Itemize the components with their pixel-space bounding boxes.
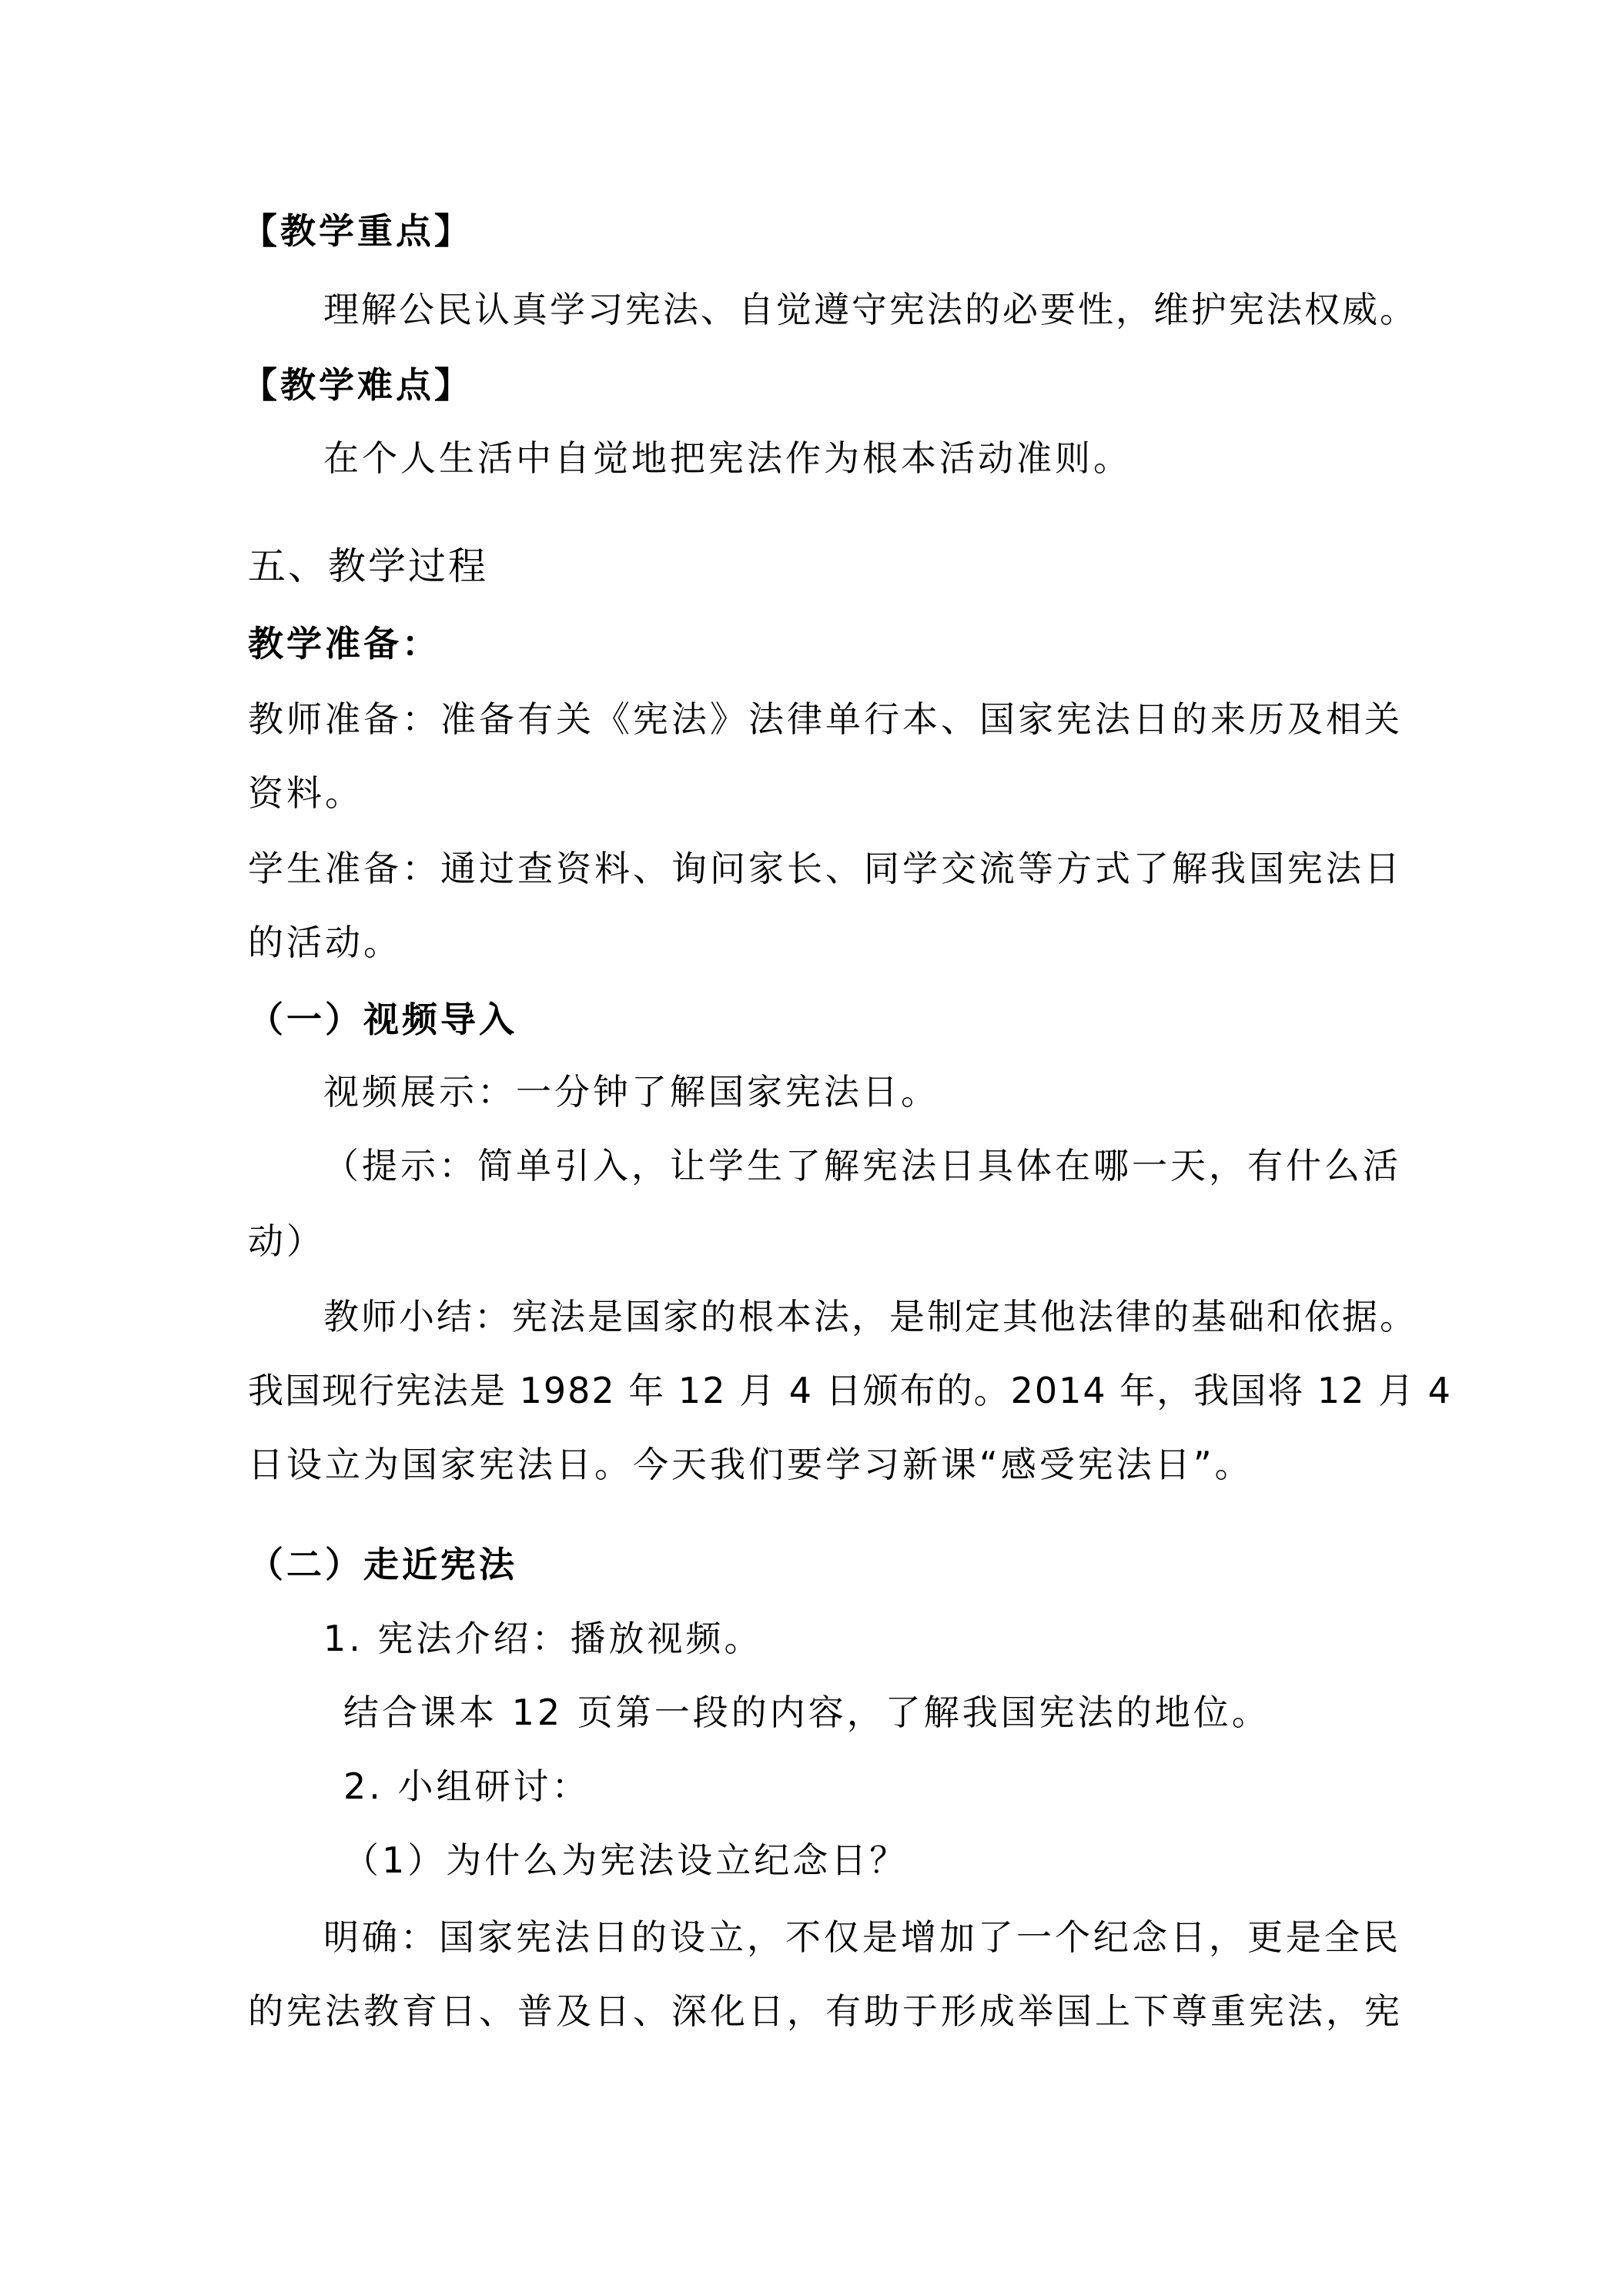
tip-line1: （提示：简单引入，让学生了解宪法日具体在哪一天，有什么活 [323,1145,1401,1186]
teacher-prep-line1: 教师准备：准备有关《宪法》法律单行本、国家宪法日的来历及相关 [248,698,1403,740]
prep-title: 教学准备： [248,623,440,664]
teacher-prep-line2: 资料。 [248,772,363,814]
part2-title: （二）走近宪法 [248,1544,517,1585]
key-points-text: 理解公民认真学习宪法、自觉遵守宪法的必要性，维护宪法权威。 [323,289,1417,330]
video-show: 视频展示：一分钟了解国家宪法日。 [323,1071,939,1113]
student-prep-line1: 学生准备：通过查资料、询问家长、同学交流等方式了解我国宪法日 [248,848,1403,889]
item1: 1. 宪法介绍：播放视频。 [323,1618,763,1659]
summary-line1: 教师小结：宪法是国家的根本法，是制定其他法律的基础和依据。 [323,1296,1417,1337]
heading-difficulties: 【教学难点】 [242,364,473,406]
answer-line2: 的宪法教育日、普及日、深化日，有助于形成举国上下尊重宪法，宪 [248,1990,1403,2032]
heading-key-points: 【教学重点】 [242,210,473,252]
item2: 2. 小组研讨： [343,1766,591,1807]
question1: （1）为什么为宪法设立纪念日？ [343,1839,909,1881]
item1-detail: 结合课本 12 页第一段的内容，了解我国宪法的地位。 [343,1692,1270,1733]
summary-line3: 日设立为国家宪法日。今天我们要学习新课“感受宪法日”。 [248,1444,1253,1485]
part1-title: （一）视频导入 [248,999,517,1040]
answer-line1: 明确：国家宪法日的设立，不仅是增加了一个纪念日，更是全民 [323,1916,1401,1958]
summary-line2: 我国现行宪法是 1982 年 12 月 4 日颁布的。2014 年，我国将 12 月 4 [248,1370,1452,1411]
student-prep-line2: 的活动。 [248,922,402,963]
section-five-title: 五、教学过程 [248,544,489,588]
tip-line2: 动） [248,1220,325,1262]
difficulties-text: 在个人生活中自觉地把宪法作为根本活动准则。 [323,437,1132,479]
